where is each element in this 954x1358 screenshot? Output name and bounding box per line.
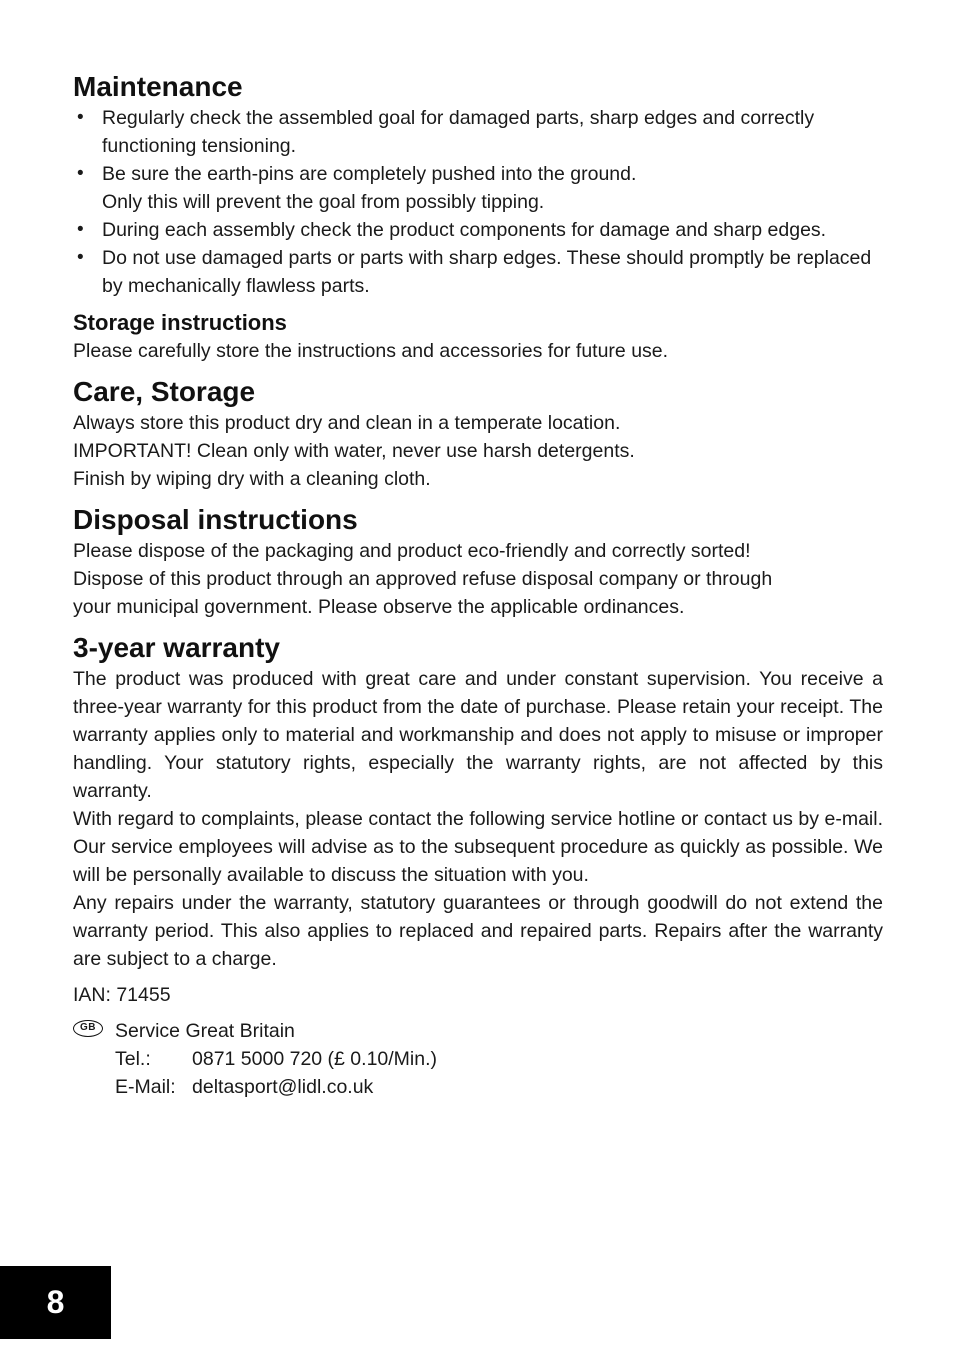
page-number: 8 [0,1266,111,1339]
storage-instructions-heading: Storage instructions [73,310,287,335]
disposal-heading: Disposal instructions [73,504,358,535]
list-item: • Do not use damaged parts or parts with sharp edges. These should promptly be replaced by mechanically flawless parts. [73,244,883,300]
storage-instructions-section [73,309,883,365]
storage-instructions-text: Please carefully store the instructions and accessories for future use. [73,340,669,362]
maintenance-list [73,104,883,300]
warranty-section [73,631,883,973]
disposal-line: Please dispose of the packaging and product eco-friendly and correctly sorted! [73,540,751,562]
warranty-heading: 3-year warranty [73,632,281,663]
tel-label: Tel.: [115,1048,151,1070]
list-item: • Be sure the earth-pins are completely pushed into the ground. Only this will prevent the goal from possibly tipping. [73,160,883,216]
warranty-paragraph: The product was produced with great care and under constant supervision. You receive a three-year warranty for this product from the date of purchase. Please retain your receipt. The warranty applies only to material and workmanship and does not apply to misuse or improper handling. Your statutory rights, especially the warranty rights, are not affected by this warranty. [73,668,883,802]
list-item: • Regularly check the assembled goal for damaged parts, sharp edges and correctly functioning tensioning. [73,104,883,160]
care-line: IMPORTANT! Clean only with water, never use harsh detergents. [73,440,635,462]
care-storage-section [73,375,883,493]
tel-value: 0871 5000 720 (£ 0.10/Min.) [192,1048,438,1070]
warranty-paragraph: Any repairs under the warranty, statutory guarantees or through goodwill do not extend the warranty period. This also applies to replaced and repaired parts. Repairs after the warranty are subject to a charge. [73,892,883,970]
email-value[interactable]: deltasport@lidl.co.uk [192,1076,374,1098]
disposal-section [73,503,883,621]
service-tel-row [115,1045,883,1073]
disposal-line: Dispose of this product through an approved refuse disposal company or through your municipal government. Please observe the applicable ordinances. [73,568,773,618]
service-name: Service Great Britain [115,1020,295,1042]
service-block [73,1017,883,1101]
care-line: Finish by wiping dry with a cleaning cloth. [73,468,431,490]
maintenance-section [73,70,883,300]
ian-number: IAN: 71455 [73,984,171,1006]
email-label: E-Mail: [115,1076,176,1098]
service-email-row [115,1073,883,1101]
manual-page [73,70,883,1101]
list-item: • During each assembly check the product components for damage and sharp edges. [73,216,883,244]
care-storage-heading: Care, Storage [73,376,256,407]
maintenance-heading: Maintenance [73,71,243,102]
warranty-paragraph: With regard to complaints, please contact the following service hotline or contact us by e-mail. Our service employees will advise as to the subsequent procedure as quickly as possible. We will be personally available to discuss the situation with you. [73,808,883,886]
care-line: Always store this product dry and clean in a temperate location. [73,412,621,434]
gb-country-icon: GB [73,1020,103,1037]
list-item-continuation: Only this will prevent the goal from possibly tipping. [102,191,545,213]
